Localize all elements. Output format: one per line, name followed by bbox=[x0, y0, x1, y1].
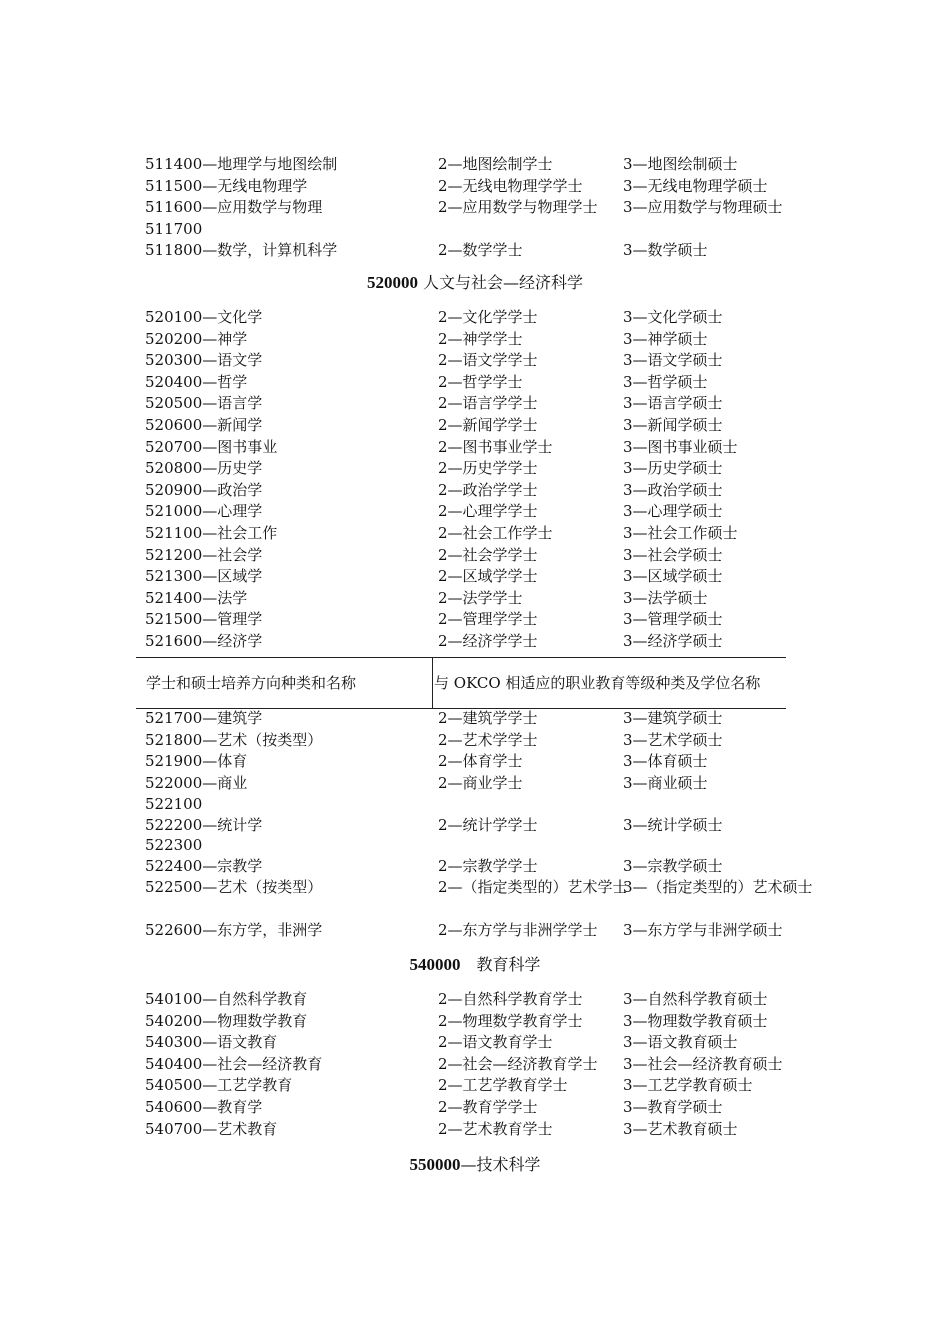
block-520 bbox=[0, 307, 950, 653]
table-row: 522600—东方学，非洲学 2—东方学与非洲学学士 3—东方学与非洲学硕士 bbox=[145, 921, 783, 940]
table-row: 521800—艺术（按类型） 2—艺术学学士 3—艺术学硕士 bbox=[145, 730, 723, 749]
table-header-col2: 与 OKCO 相适应的职业教育等级种类及学位名称 bbox=[434, 674, 761, 692]
table-row: 521100—社会工作 2—社会工作学士 3—社会工作硕士 bbox=[145, 523, 738, 542]
table-row: 511500—无线电物理学 2—无线电物理学学士 3—无线电物理学硕士 bbox=[145, 176, 768, 195]
table-row: 522000—商业 2—商业学士 3—商业硕士 bbox=[145, 773, 708, 792]
table-row: 540100—自然科学教育 2—自然科学教育学士 3—自然科学教育硕士 bbox=[145, 990, 768, 1008]
section-title-550000: 550000—技术科学 bbox=[409, 1155, 541, 1174]
block-521-522 bbox=[0, 708, 950, 942]
table-header bbox=[136, 657, 786, 709]
table-row: 511800—数学，计算机科学 2—数学学士 3—数学硕士 bbox=[145, 241, 708, 260]
table-row: 540600—教育学 2—教育学学士 3—教育学硕士 bbox=[145, 1097, 723, 1116]
table-row: 521700—建筑学 2—建筑学学士 3—建筑学硕士 bbox=[145, 709, 723, 727]
table-row: 511600—应用数学与物理 2—应用数学与物理学士 3—应用数学与物理硕士 bbox=[145, 198, 783, 217]
table-row: 522100 bbox=[145, 795, 203, 814]
table-row: 520700—图书事业 2—图书事业学士 3—图书事业硕士 bbox=[145, 437, 738, 456]
table-row: 511700 bbox=[145, 219, 203, 238]
table-header-divider bbox=[432, 658, 433, 708]
table-row: 521400—法学 2—法学学士 3—法学硕士 bbox=[145, 588, 708, 607]
block-540 bbox=[0, 989, 950, 1140]
table-row: 520100—文化学 2—文化学学士 3—文化学硕士 bbox=[145, 308, 723, 326]
table-row: 521900—体育 2—体育学士 3—体育硕士 bbox=[145, 752, 708, 771]
table-row: 521300—区域学 2—区域学学士 3—区域学硕士 bbox=[145, 567, 723, 586]
table-row: 521600—经济学 2—经济学学士 3—经济学硕士 bbox=[145, 631, 723, 650]
table-row: 521200—社会学 2—社会学学士 3—社会学硕士 bbox=[145, 545, 723, 564]
table-row: 520200—神学 2—神学学士 3—神学硕士 bbox=[145, 329, 708, 348]
section-title-520000: 520000 人文与社会—经济科学 bbox=[366, 273, 584, 292]
table-row: 522500—艺术（按类型） 2—（指定类型的）艺术学士 3—（指定类型的）艺术硕士 bbox=[145, 878, 813, 897]
table-row: 511400—地理学与地图绘制 2—地图绘制学士 3—地图绘制硕士 bbox=[145, 155, 738, 173]
table-row: 520600—新闻学 2—新闻学学士 3—新闻学硕士 bbox=[145, 415, 723, 434]
table-row: 522400—宗教学 2—宗教学学士 3—宗教学硕士 bbox=[145, 856, 723, 875]
table-row: 540200—物理数学教育 2—物理数学教育学士 3—物理数学教育硕士 bbox=[145, 1011, 768, 1030]
table-row: 520900—政治学 2—政治学学士 3—政治学硕士 bbox=[145, 480, 723, 499]
block-511 bbox=[0, 154, 950, 262]
table-row: 521500—管理学 2—管理学学士 3—管理学硕士 bbox=[145, 610, 723, 629]
table-row: 520500—语言学 2—语言学学士 3—语言学硕士 bbox=[145, 394, 723, 413]
table-row: 540500—工艺学教育 2—工艺学教育学士 3—工艺学教育硕士 bbox=[145, 1076, 753, 1095]
table-row: 540700—艺术教育 2—艺术教育学士 3—艺术教育硕士 bbox=[145, 1119, 738, 1138]
table-row: 520300—语文学 2—语文学学士 3—语文学硕士 bbox=[145, 351, 723, 370]
table-row: 520400—哲学 2—哲学学士 3—哲学硕士 bbox=[145, 372, 708, 391]
section-title-540000: 540000 教育科学 bbox=[409, 955, 541, 974]
table-row: 540400—社会—经济教育 2—社会—经济教育学士 3—社会—经济教育硕士 bbox=[145, 1054, 783, 1073]
table-header-col1: 学士和硕士培养方向种类和名称 bbox=[146, 674, 357, 692]
table-row: 520800—历史学 2—历史学学士 3—历史学硕士 bbox=[145, 459, 723, 478]
table-row: 522200—统计学 2—统计学学士 3—统计学硕士 bbox=[145, 815, 723, 834]
table-row: 522300 bbox=[145, 836, 203, 855]
table-row: 540300—语文教育 2—语文教育学士 3—语文教育硕士 bbox=[145, 1033, 738, 1052]
table-row: 521000—心理学 2—心理学学士 3—心理学硕士 bbox=[145, 502, 723, 521]
